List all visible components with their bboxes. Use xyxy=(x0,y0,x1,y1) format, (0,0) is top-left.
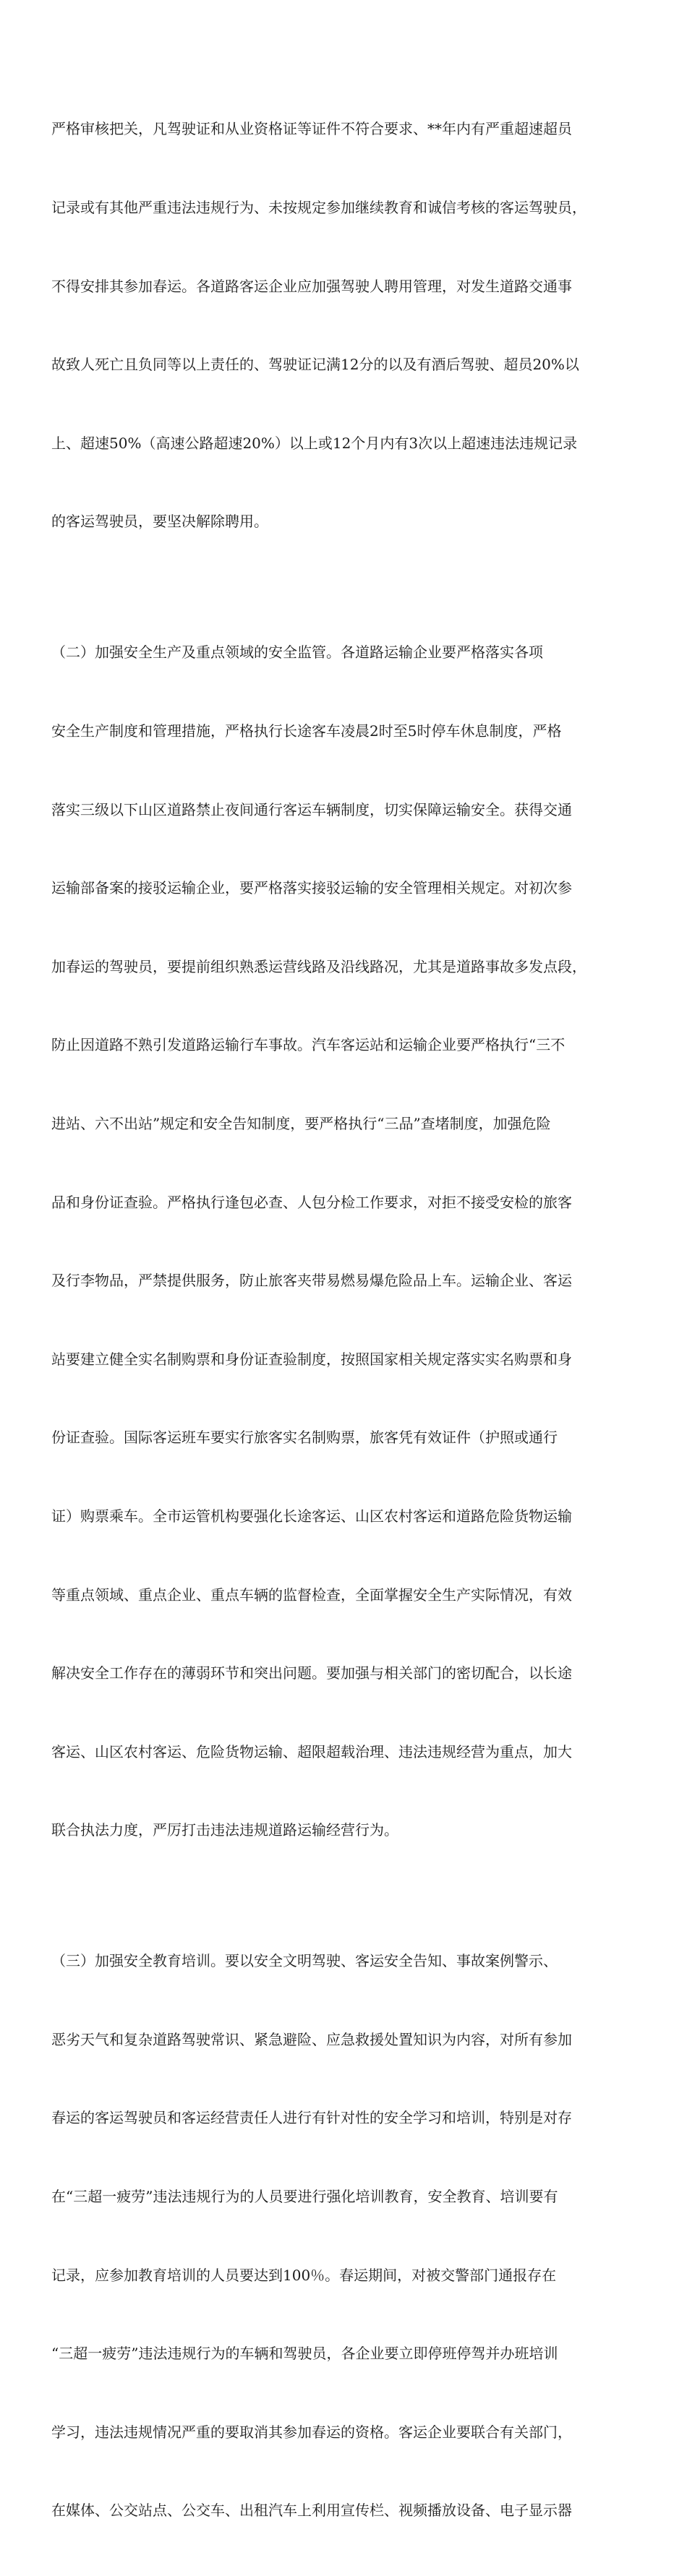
text-line: 及行李物品，严禁提供服务，防止旅客夹带易燃易爆危险品上车。运输企业、客运 xyxy=(51,1272,572,1290)
text-line: “三超一疲劳”违法违规行为的车辆和驾驶员，各企业要立即停班停驾并办班培训 xyxy=(51,2345,558,2363)
paragraph-safety-training xyxy=(51,1896,643,2576)
text-line: 不得安排其参加春运。各道路客运企业应加强驾驶人聘用管理，对发生道路交通事 xyxy=(51,277,572,295)
text-line: 加春运的驾驶员，要提前组织熟悉运营线路及沿线路况，尤其是道路事故多发点段， xyxy=(51,957,586,975)
document-page xyxy=(51,64,643,2576)
text-line: 的客运驾驶员，要坚决解除聘用。 xyxy=(51,513,268,531)
text-line: 品和身份证查验。严格执行逢包必查、人包分检工作要求，对拒不接受安检的旅客 xyxy=(51,1193,572,1211)
text-line: 防止因道路不熟引发道路运输行车事故。汽车客运站和运输企业要严格执行“三不 xyxy=(51,1036,566,1054)
text-line: 记录或有其他严重违法违规行为、未按规定参加继续教育和诚信考核的客运驾驶员， xyxy=(51,199,586,216)
text-line: 证）购票乘车。全市运管机构要强化长途客运、山区农村客运和道路危险货物运输 xyxy=(51,1507,572,1525)
text-line: 联合执法力度，严厉打击违法违规道路运输经营行为。 xyxy=(51,1821,398,1839)
paragraph-qualification-review xyxy=(51,64,643,587)
paragraph-safety-supervision xyxy=(51,587,643,1896)
text-line: （二）加强安全生产及重点领域的安全监管。各道路运输企业要严格落实各项 xyxy=(51,643,543,662)
text-line: 安全生产制度和管理措施，严格执行长途客车凌晨2时至5时停车休息制度，严格 xyxy=(51,722,562,740)
text-line: 严格审核把关，凡驾驶证和从业资格证等证件不符合要求、**年内有严重超速超员 xyxy=(51,120,572,138)
text-line: 记录，应参加教育培训的人员要达到100％。春运期间，对被交警部门通报存在 xyxy=(51,2266,557,2284)
text-line: 进站、六不出站”规定和安全告知制度，要严格执行“三品”查堵制度，加强危险 xyxy=(51,1114,551,1132)
text-line: 在“三超一疲劳”违法违规行为的人员要进行强化培训教育，安全教育、培训要有 xyxy=(51,2188,558,2206)
text-line: （三）加强安全教育培训。要以安全文明驾驶、客运安全告知、事故案例警示、 xyxy=(51,1952,558,1970)
text-line: 学习，违法违规情况严重的要取消其参加春运的资格。客运企业要联合有关部门， xyxy=(51,2423,572,2441)
text-line: 份证查验。国际客运班车要实行旅客实名制购票，旅客凭有效证件（护照或通行 xyxy=(51,1429,558,1447)
text-line: 站要建立健全实名制购票和身份证查验制度，按照国家相关规定落实实名购票和身 xyxy=(51,1350,572,1368)
text-line: 运输部备案的接驳运输企业，要严格落实接驳运输的安全管理相关规定。对初次参 xyxy=(51,879,572,897)
text-line: 春运的客运驾驶员和客运经营责任人进行有针对性的安全学习和培训，特别是对存 xyxy=(51,2109,572,2127)
text-line: 解决安全工作存在的薄弱环节和突出问题。要加强与相关部门的密切配合，以长途 xyxy=(51,1664,572,1682)
text-line: 落实三级以下山区道路禁止夜间通行客运车辆制度，切实保障运输安全。获得交通 xyxy=(51,800,572,818)
text-line: 客运、山区农村客运、危险货物运输、超限超载治理、违法违规经营为重点，加大 xyxy=(51,1742,572,1760)
text-line: 等重点领域、重点企业、重点车辆的监督检查，全面掌握安全生产实际情况，有效 xyxy=(51,1586,572,1604)
text-line: 恶劣天气和复杂道路驾驶常识、紧急避险、应急救援处置知识为内容，对所有参加 xyxy=(51,2030,572,2048)
text-line: 故致人死亡且负同等以上责任的、驾驶证记满12分的以及有酒后驾驶、超员20%以 xyxy=(51,356,579,374)
text-line: 上、超速50%（高速公路超速20%）以上或12个月内有3次以上超速违法违规记录 xyxy=(51,434,578,452)
text-line: 在媒体、公交站点、公交车、出租汽车上利用宣传栏、视频播放设备、电子显示器 xyxy=(51,2502,572,2520)
